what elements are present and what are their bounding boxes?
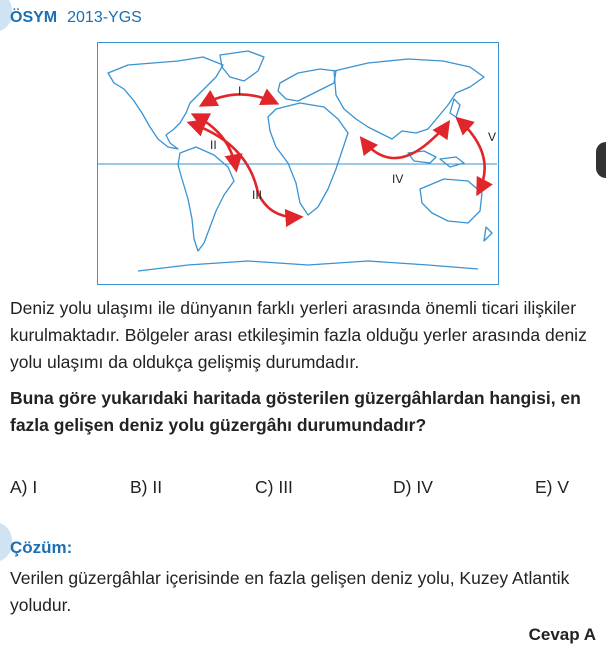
antarctica-outline [138,261,478,271]
question-paragraph: Deniz yolu ulaşımı ile dünyanın farklı yerleri arasında önemli ticari ilişkiler kurulmaktadır. Bölgeler arası etkileşimin fazla olduğu yerler arasında deniz yolu ulaşımı da oldukça gelişmiş durumdadır. [10,298,587,372]
indonesia-outline [408,151,464,167]
route-label-i: I [238,84,242,98]
option-a[interactable]: A) I [10,477,38,497]
route-label-iii: III [252,188,263,202]
option-b[interactable]: B) II [130,477,163,497]
answer-label: Cevap A [528,625,596,644]
japan-outline [450,99,460,117]
route-iv [362,123,448,158]
route-v [458,119,485,193]
australia-outline [420,179,482,223]
route-label-v: V [488,130,497,144]
option-e[interactable]: E) V [535,477,570,497]
page-edge-tab [596,142,606,178]
route-label-ii: II [210,138,217,152]
world-map-drawing [98,43,497,283]
world-map [97,42,499,285]
exam-source: ÖSYM [10,9,58,26]
option-d[interactable]: D) IV [393,477,433,497]
south-america-outline [178,147,234,251]
asia-outline [334,59,484,139]
greenland-outline [220,51,264,81]
exam-year: 2013-YGS [67,9,142,26]
europe-outline [278,69,336,101]
option-c[interactable]: C) III [255,477,293,497]
exam-source-header [10,9,142,27]
route-iii [190,123,300,217]
africa-outline [268,103,348,215]
question-prompt: Buna göre yukarıdaki haritada gösterilen güzergâhlardan hangisi, en fazla gelişen deniz yolu güzergâhı durumundadır? [10,388,581,435]
solution-title: Çözüm: [10,538,73,557]
new-zealand-outline [484,227,492,241]
route-label-iv: IV [392,172,404,186]
solution-text: Verilen güzergâhlar içerisinde en fazla gelişen deniz yolu, Kuzey Atlantik yoludur. [10,568,570,615]
